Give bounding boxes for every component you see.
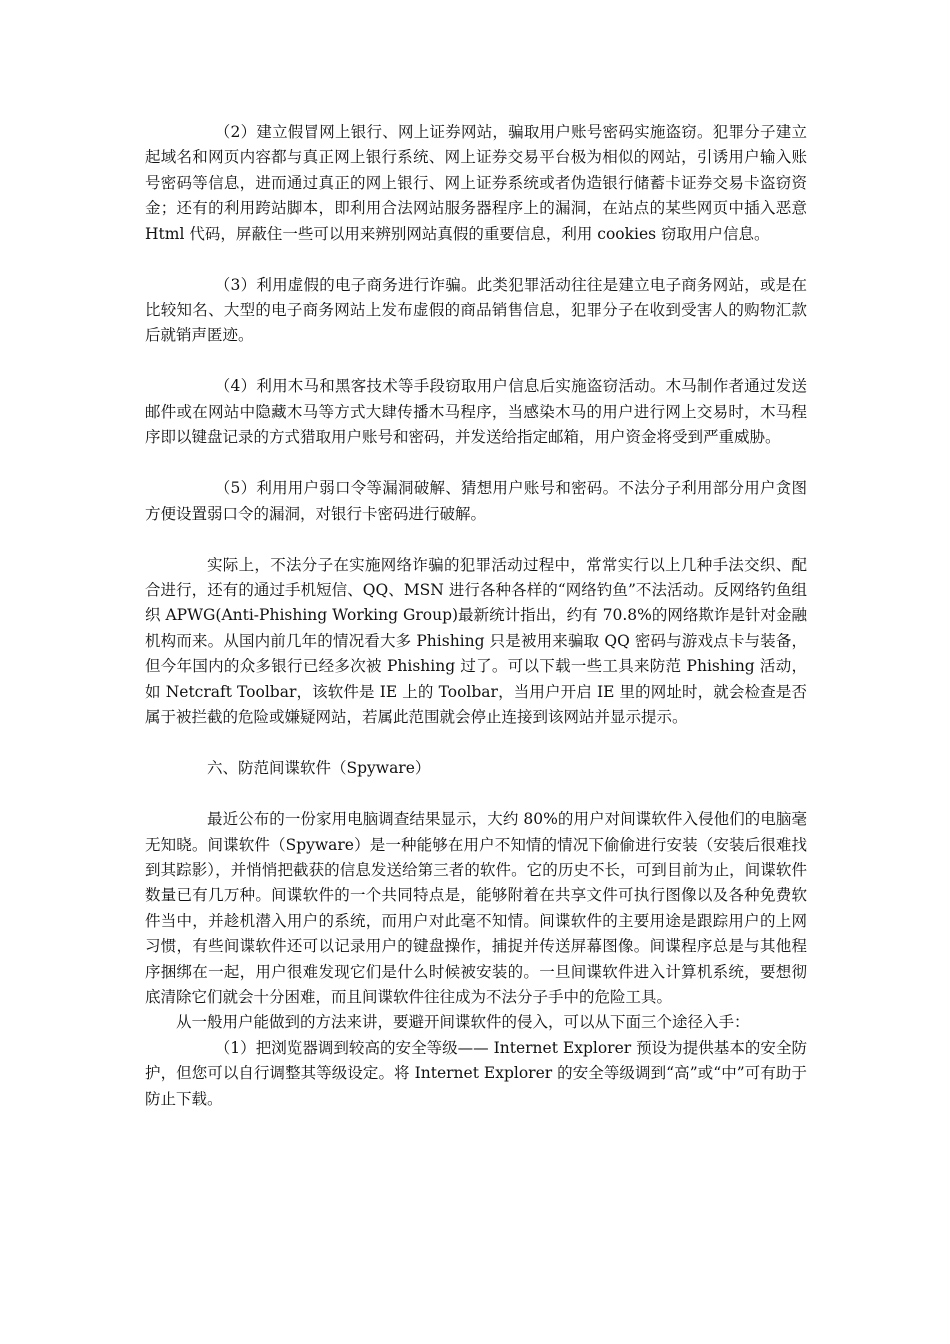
paragraph-gap [145, 349, 807, 375]
paragraph-gap [145, 782, 807, 808]
document-page [145, 120, 807, 1112]
paragraph-fraud-method-2: （2）建立假冒网上银行、网上证券网站，骗取用户账号密码实施盗窃。犯罪分子建立起域名和网页内容都与真正网上银行系统、网上证券交易平台极为相似的网站，引诱用户输入账号密码等信息，进而通过真正的网上银行、网上证券系统或者伪造银行储蓄卡证券交易卡盗窃资金；还有的利用跨站脚本，即利用合法网站服务器程序上的漏洞，在站点的某些网页中插入恶意 Html 代码，屏蔽住一些可以用来辨别网站真假的重要信息，利用 cookies 窃取用户信息。 [145, 123, 807, 243]
paragraph-gap [145, 731, 807, 757]
section-heading-spyware: 六、防范间谍软件（Spyware） [207, 759, 431, 778]
paragraph-spyware-tip-1: （1）把浏览器调到较高的安全等级—— Internet Explorer 预设为提供基本的安全防护，但您可以自行调整其等级设定。将 Internet Explorer 的安全等级调到“高”或“中”可有助于防止下载。 [145, 1038, 807, 1108]
paragraph-phishing-summary: 实际上，不法分子在实施网络诈骗的犯罪活动过程中，常常实行以上几种手法交织、配合进行，还有的通过手机短信、QQ、MSN 进行各种各样的“网络钓鱼”不法活动。反网络钓鱼组织 APWG(Anti-Phishing Working Group)最新统计指出，约有 70.8%的网络欺诈是针对金融机构而来。从国内前几年的情况看大多 Phishing 只是被用来骗取 QQ 密码与游戏点卡与装备，但今年国内的众多银行已经多次被 Phishing 过了。可以下载一些工具来防范 Phishing 活动，如 Netcraft Toolbar，该软件是 IE 上的 Toolbar，当用户开启 IE 里的网址时，就会检查是否属于被拦截的危险或嫌疑网站，若属此范围就会停止连接到该网站并显示提示。 [145, 555, 808, 727]
paragraph-gap [145, 527, 807, 553]
paragraph-gap [145, 247, 807, 273]
paragraph-fraud-method-5: （5）利用用户弱口令等漏洞破解、猜想用户账号和密码。不法分子利用部分用户贪图方便设置弱口令的漏洞，对银行卡密码进行破解。 [145, 479, 807, 523]
paragraph-spyware-avoidance-intro: 从一般用户能做到的方法来讲，要避开间谍软件的侵入，可以从下面三个途径入手： [176, 1013, 750, 1032]
paragraph-spyware-overview: 最近公布的一份家用电脑调查结果显示，大约 80%的用户对间谍软件入侵他们的电脑毫无知晓。间谍软件（Spyware）是一种能够在用户不知情的情况下偷偷进行安装（安装后很难找到其踪影），并悄悄把截获的信息发送给第三者的软件。它的历史不长，可到目前为止，间谍软件数量已有几万种。间谍软件的一个共同特点是，能够附着在共享文件可执行图像以及各种免费软件当中，并趁机潜入用户的系统，而用户对此毫不知情。间谍软件的主要用途是跟踪用户的上网习惯，有些间谍软件还可以记录用户的键盘操作，捕捉并传送屏幕图像。间谍程序总是与其他程序捆绑在一起，用户很难发现它们是什么时候被安装的。一旦间谍软件进入计算机系统，要想彻底清除它们就会十分困难，而且间谍软件往往成为不法分子手中的危险工具。 [145, 810, 807, 1006]
paragraph-fraud-method-4: （4）利用木马和黑客技术等手段窃取用户信息后实施盗窃活动。木马制作者通过发送邮件或在网站中隐藏木马等方式大肆传播木马程序，当感染木马的用户进行网上交易时，木马程序即以键盘记录的方式猎取用户账号和密码，并发送给指定邮箱，用户资金将受到严重威胁。 [145, 377, 807, 447]
paragraph-gap [145, 451, 807, 477]
paragraph-fraud-method-3: （3）利用虚假的电子商务进行诈骗。此类犯罪活动往往是建立电子商务网站，或是在比较知名、大型的电子商务网站上发布虚假的商品销售信息，犯罪分子在收到受害人的购物汇款后就销声匿迹。 [145, 275, 807, 345]
